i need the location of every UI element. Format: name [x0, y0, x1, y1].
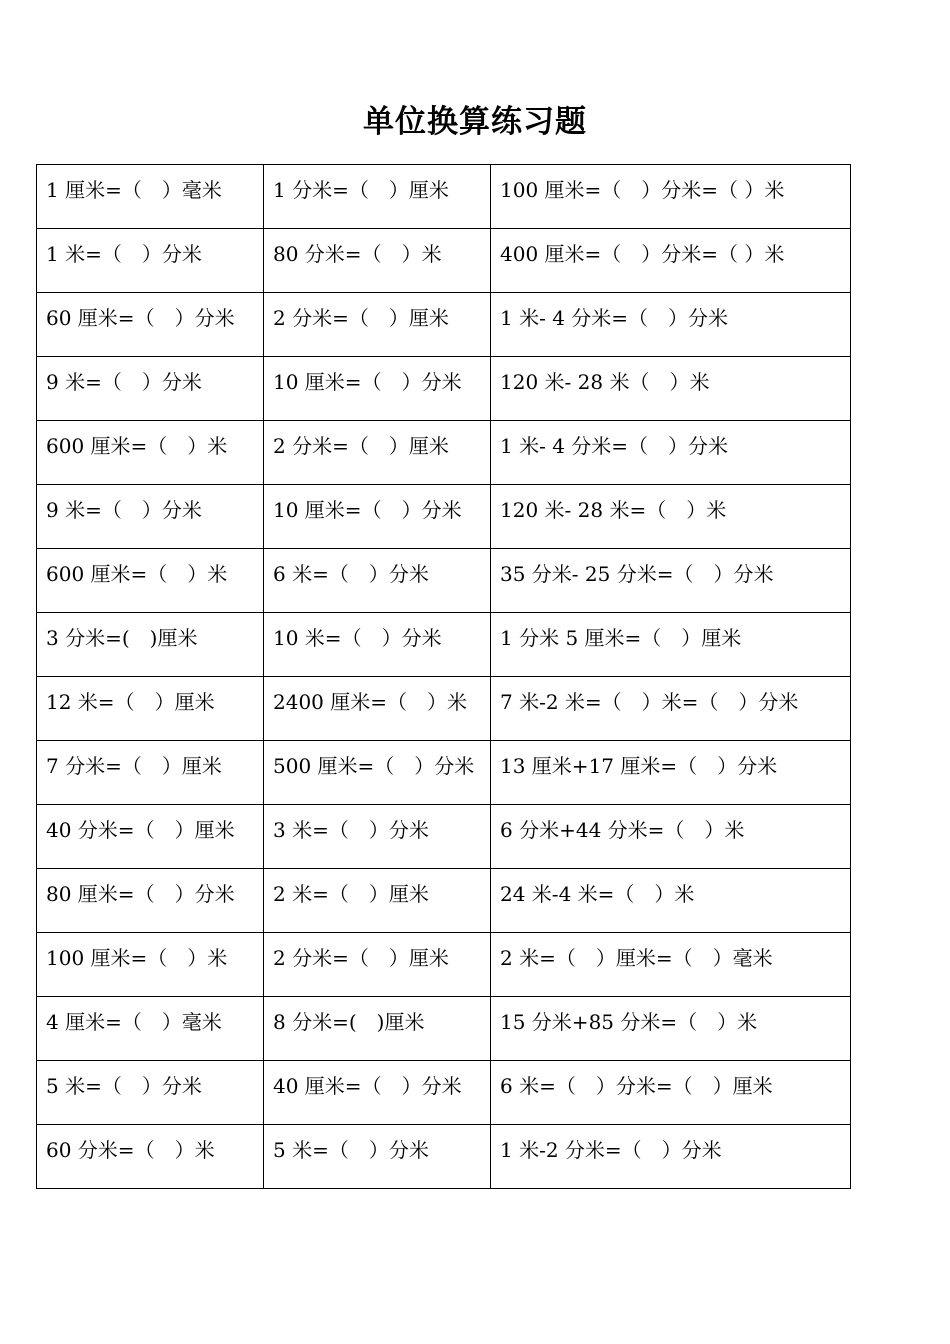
exercise-cell: 100 厘米=（ ）米: [37, 933, 264, 997]
exercise-cell: 4 厘米=（ ）毫米: [37, 997, 264, 1061]
exercise-cell: 1 米=（ ）分米: [37, 229, 264, 293]
exercise-cell: 2 分米=（ ）厘米: [264, 933, 491, 997]
exercise-cell: 500 厘米=（ ）分米: [264, 741, 491, 805]
exercise-cell: 40 厘米=（ ）分米: [264, 1061, 491, 1125]
table-row: [37, 805, 851, 869]
table-row: [37, 485, 851, 549]
exercise-cell: 60 分米=（ ）米: [37, 1125, 264, 1189]
exercise-cell: 9 米=（ ）分米: [37, 485, 264, 549]
exercise-cell: 600 厘米=（ ）米: [37, 549, 264, 613]
exercise-cell: 7 分米=（ ）厘米: [37, 741, 264, 805]
table-row: [37, 1061, 851, 1125]
table-row: [37, 869, 851, 933]
exercise-cell: 5 米=（ ）分米: [37, 1061, 264, 1125]
exercise-cell: 6 米=（ ）分米: [264, 549, 491, 613]
exercise-cell: 400 厘米=（ ）分米=（ ）米: [491, 229, 851, 293]
exercise-cell: 120 米- 28 米=（ ）米: [491, 485, 851, 549]
exercise-cell: 24 米-4 米=（ ）米: [491, 869, 851, 933]
exercise-cell: 10 米=（ ）分米: [264, 613, 491, 677]
exercise-cell: 1 厘米=（ ）毫米: [37, 165, 264, 229]
exercise-cell: 12 米=（ ）厘米: [37, 677, 264, 741]
page-title: 单位换算练习题: [363, 104, 587, 140]
exercise-cell: 3 分米=( )厘米: [37, 613, 264, 677]
table-row: [37, 165, 851, 229]
table-row: [37, 933, 851, 997]
exercise-cell: 10 厘米=（ ）分米: [264, 485, 491, 549]
table-row: [37, 997, 851, 1061]
exercise-cell: 40 分米=（ ）厘米: [37, 805, 264, 869]
table-row: [37, 613, 851, 677]
exercise-cell: 80 厘米=（ ）分米: [37, 869, 264, 933]
exercise-cell: 60 厘米=（ ）分米: [37, 293, 264, 357]
table-row: [37, 741, 851, 805]
exercise-cell: 120 米- 28 米（ ）米: [491, 357, 851, 421]
table-row: [37, 1125, 851, 1189]
exercise-cell: 35 分米- 25 分米=（ ）分米: [491, 549, 851, 613]
table-row: [37, 357, 851, 421]
exercise-cell: 2 分米=（ ）厘米: [264, 421, 491, 485]
table-row: [37, 229, 851, 293]
exercise-cell: 15 分米+85 分米=（ ）米: [491, 997, 851, 1061]
exercise-cell: 13 厘米+17 厘米=（ ）分米: [491, 741, 851, 805]
exercise-cell: 1 米- 4 分米=（ ）分米: [491, 421, 851, 485]
exercise-table: [36, 164, 851, 1189]
exercise-cell: 600 厘米=（ ）米: [37, 421, 264, 485]
exercise-cell: 5 米=（ ）分米: [264, 1125, 491, 1189]
exercise-cell: 6 米=（ ）分米=（ ）厘米: [491, 1061, 851, 1125]
table-row: [37, 549, 851, 613]
exercise-cell: 6 分米+44 分米=（ ）米: [491, 805, 851, 869]
exercise-cell: 9 米=（ ）分米: [37, 357, 264, 421]
exercise-cell: 1 米-2 分米=（ ）分米: [491, 1125, 851, 1189]
exercise-cell: 2 米=（ ）厘米: [264, 869, 491, 933]
exercise-cell: 2 分米=（ ）厘米: [264, 293, 491, 357]
exercise-cell: 7 米-2 米=（ ）米=（ ）分米: [491, 677, 851, 741]
exercise-cell: 1 米- 4 分米=（ ）分米: [491, 293, 851, 357]
exercise-cell: 3 米=（ ）分米: [264, 805, 491, 869]
exercise-cell: 10 厘米=（ ）分米: [264, 357, 491, 421]
exercise-cell: 2400 厘米=（ ）米: [264, 677, 491, 741]
exercise-cell: 100 厘米=（ ）分米=（ ）米: [491, 165, 851, 229]
table-body: [37, 165, 851, 1189]
exercise-cell: 2 米=（ ）厘米=（ ）毫米: [491, 933, 851, 997]
table-row: [37, 293, 851, 357]
exercise-cell: 1 分米 5 厘米=（ ）厘米: [491, 613, 851, 677]
exercise-cell: 8 分米=( )厘米: [264, 997, 491, 1061]
table-row: [37, 421, 851, 485]
table-row: [37, 677, 851, 741]
exercise-cell: 80 分米=（ ）米: [264, 229, 491, 293]
exercise-cell: 1 分米=（ ）厘米: [264, 165, 491, 229]
